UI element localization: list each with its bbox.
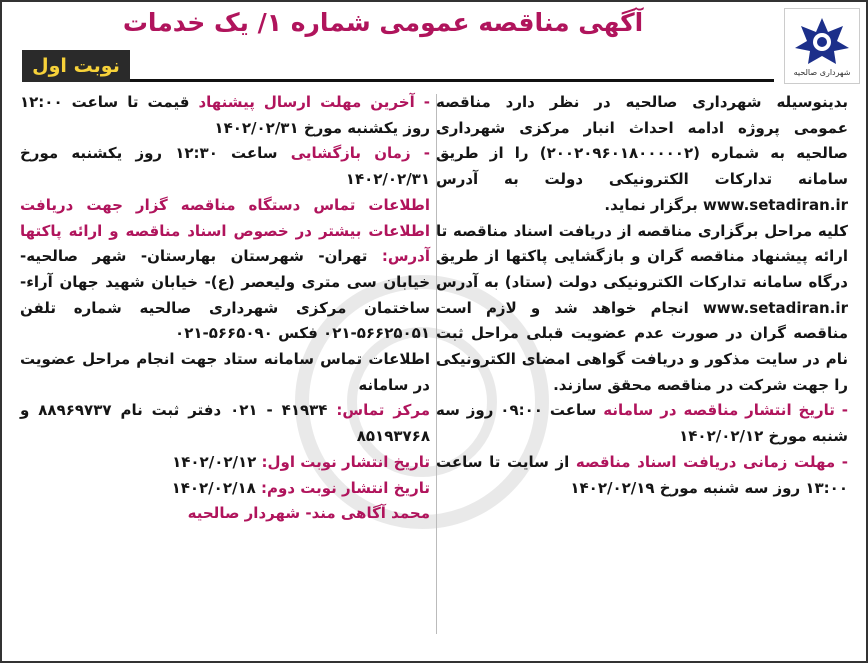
procedure-text-b: انجام خواهد شد و لازم است مناقصه گران در صورت عدم عضویت قبلی مراحل ثبت نام در سایت مذکور و دریافت گواهی امضای الکترونیکی را جهت شرکت در مناقصه محقق سازند.: [436, 298, 848, 394]
intro-text: بدینوسیله شهرداری صالحیه در نظر دارد مناقصه عمومی پروژه ادامه احداث انبار مرکزی شهرداری صالحیه به شماره (۲۰۰۲۰۹۶۰۱۸۰۰۰۰۰۲) را از طریق سامانه تدارکات الکترونیکی دولت به آدرس: [436, 93, 848, 189]
procedure-paragraph: [436, 219, 848, 399]
bid-deadline-text: قیمت تا ساعت ۱۲:۰۰ روز یکشنبه مورخ ۱۴۰۲/۰۲/۳۱: [20, 93, 430, 137]
logo-caption: شهرداری صالحیه: [793, 67, 851, 77]
first-publish-date: ۱۴۰۲/۰۲/۱۲: [172, 452, 257, 471]
opening-label: - زمان بازگشایی: [290, 144, 430, 163]
mayor-signature: محمد آگاهی مند- شهردار صالحیه: [187, 504, 430, 523]
logo-star-icon: [793, 16, 851, 66]
opening-text: ساعت ۱۲:۳۰ روز یکشنبه مورخ ۱۴۰۲/۰۲/۳۱: [20, 144, 430, 189]
docs-deadline-item: [436, 450, 848, 501]
docs-deadline-label: - مهلت زمانی دریافت اسناد مناقصه: [575, 452, 848, 471]
docs-deadline-text: از سایت تا ساعت ۱۳:۰۰ روز سه شنبه مورخ ۱۴۰۲/۰۲/۱۹: [436, 452, 848, 497]
setad-url-2[interactable]: www.setadiran.ir: [702, 298, 848, 317]
bid-deadline-label: - آخرین مهلت ارسال پیشنهاد: [198, 93, 430, 111]
publish-date-item: [436, 398, 848, 449]
round-badge: نوبت اول: [22, 50, 130, 82]
right-column: [436, 90, 848, 501]
signature-line: [20, 501, 430, 527]
procedure-text-a: کلیه مراحل برگزاری مناقصه از دریافت اسناد مناقصه تا ارائه پیشنهاد مناقصه گران و بازگشایی پاکتها از طریق درگاه سامانه تدارکات الکترونیکی دولت (ستاد) به آدرس: [436, 221, 848, 291]
publish-date-text: ساعت ۰۹:۰۰ روز سه شنبه مورخ ۱۴۰۲/۰۲/۱۲: [436, 401, 848, 446]
setad-contact-text: اطلاعات تماس سامانه ستاد جهت انجام مراحل عضویت در سامانه: [20, 350, 430, 394]
bid-deadline-item: [20, 90, 430, 141]
call-center-label: مرکز تماس:: [336, 401, 431, 420]
setad-url[interactable]: www.setadiran.ir: [702, 195, 848, 214]
call-center-item: [20, 398, 430, 449]
second-publish-item: [20, 476, 430, 502]
contact-block: [20, 193, 430, 347]
left-column: [20, 90, 430, 527]
first-publish-label: تاریخ انتشار نوبت اول:: [261, 452, 430, 471]
second-publish-label: تاریخ انتشار نوبت دوم:: [261, 478, 430, 497]
intro-paragraph: [436, 90, 848, 219]
first-publish-item: [20, 450, 430, 476]
round-bar: [22, 50, 774, 82]
contact-heading: اطلاعات تماس دستگاه مناقصه گزار جهت دریافت اطلاعات بیشتر در خصوص اسناد مناقصه و ارائه: [20, 195, 430, 240]
address-label: پاکتها آدرس:: [20, 221, 430, 266]
address-text: تهران- شهرستان بهارستان- شهر صالحیه- خیابان سی متری ولیعصر (ع)- خیابان شهید جهان آراء- ساختمان مرکزی شهرداری صالحیه شماره تلفن ۵۶۶۲۵۰۵۱-۰۲۱ فکس ۵۶۶۵۰۹۰-۰۲۱: [20, 247, 430, 343]
second-publish-date: ۱۴۰۲/۰۲/۱۸: [171, 478, 256, 497]
notice-title: آگهی مناقصه عمومی شماره ۱/ یک خدمات: [122, 8, 644, 37]
publish-date-label: - تاریخ انتشار مناقصه در سامانه: [603, 401, 848, 420]
intro-end: برگزار نماید.: [604, 195, 698, 214]
call-center-text: ۴۱۹۳۴ - ۰۲۱ دفتر ثبت نام ۸۸۹۶۹۷۳۷ و ۸۵۱۹۳۷۶۸: [20, 401, 430, 446]
setad-contact-item: [20, 347, 430, 398]
opening-item: [20, 141, 430, 192]
municipality-logo: [784, 8, 860, 84]
